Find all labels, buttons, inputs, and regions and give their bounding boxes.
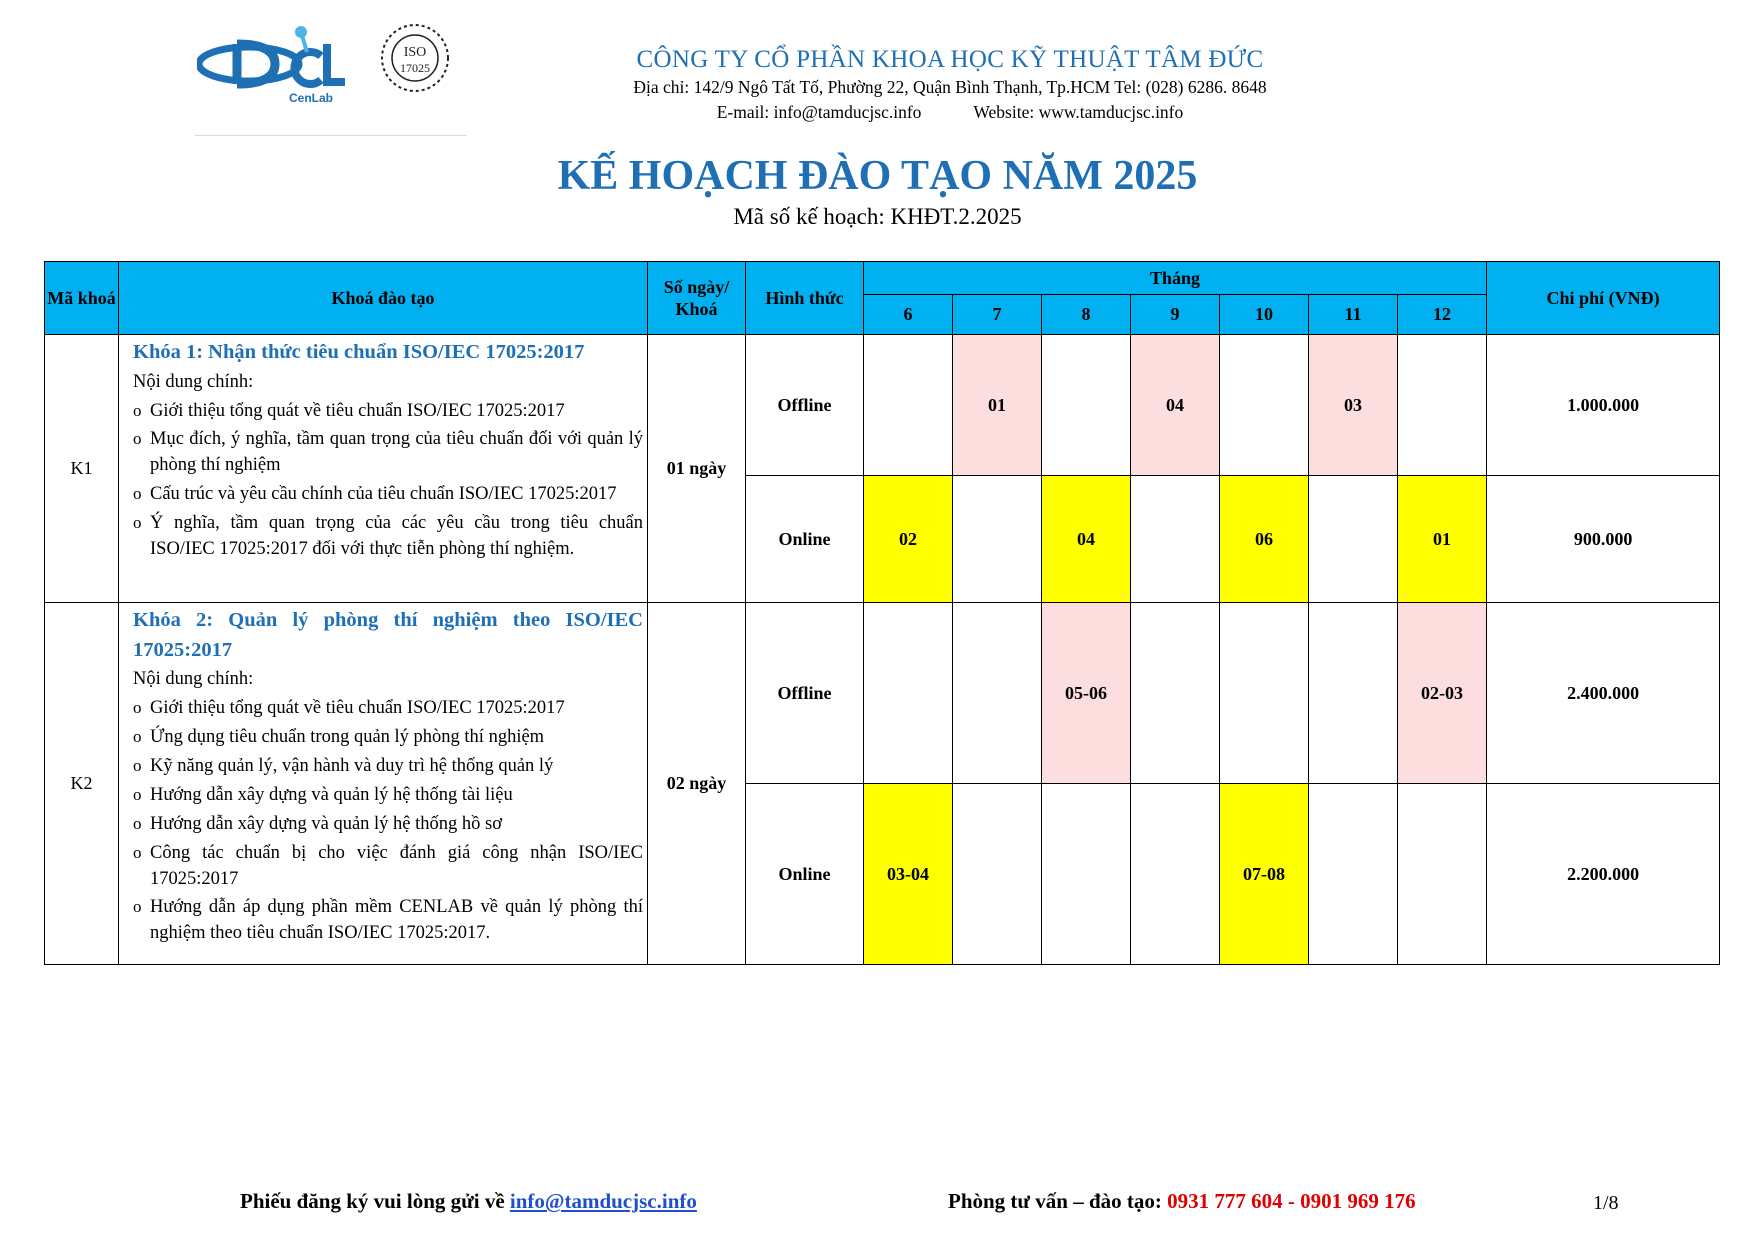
schedule-cell bbox=[1309, 603, 1398, 784]
format-offline: Offline bbox=[746, 603, 864, 784]
list-item: o Ý nghĩa, tầm quan trọng của các yêu cầu trong tiêu chuẩn ISO/IEC 17025:2017 đối với thực tiễn phòng thí nghiệm. bbox=[133, 511, 643, 563]
list-item: o Giới thiệu tổng quát về tiêu chuẩn ISO/IEC 17025:2017 bbox=[133, 696, 643, 722]
schedule-cell: 01 bbox=[953, 335, 1042, 476]
header-code: Mã khoá bbox=[45, 262, 119, 335]
schedule-cell bbox=[1220, 335, 1309, 476]
company-email: E-mail: info@tamducjsc.info bbox=[716, 102, 922, 122]
header-month: Tháng bbox=[864, 262, 1487, 295]
svg-text:17025: 17025 bbox=[400, 61, 430, 75]
list-item: o Hướng dẫn xây dựng và quản lý hệ thống tài liệu bbox=[133, 783, 643, 809]
company-logo bbox=[197, 18, 467, 106]
schedule-cell bbox=[953, 476, 1042, 603]
schedule-cell bbox=[953, 603, 1042, 784]
month-header: 6 bbox=[864, 295, 953, 335]
schedule-cell bbox=[1398, 784, 1487, 965]
footer-contact bbox=[948, 1189, 1416, 1214]
cost-cell: 2.400.000 bbox=[1487, 603, 1720, 784]
schedule-cell bbox=[864, 603, 953, 784]
month-header: 11 bbox=[1309, 295, 1398, 335]
list-item: o Hướng dẫn áp dụng phần mềm CENLAB về quản lý phòng thí nghiệm theo tiêu chuẩn ISO/IEC 17025:2017. bbox=[133, 895, 643, 947]
month-header: 12 bbox=[1398, 295, 1487, 335]
course-description bbox=[119, 335, 648, 603]
list-item: o Kỹ năng quản lý, vận hành và duy trì hệ thống quản lý bbox=[133, 754, 643, 780]
schedule-cell: 04 bbox=[1131, 335, 1220, 476]
course-title: Khóa 1: Nhận thức tiêu chuẩn ISO/IEC 17025:2017 bbox=[133, 341, 585, 363]
register-email-link[interactable]: info@tamducjsc.info bbox=[509, 1189, 697, 1213]
schedule-cell: 01 bbox=[1398, 476, 1487, 603]
svg-text:ISO: ISO bbox=[403, 45, 427, 60]
list-item: o Mục đích, ý nghĩa, tầm quan trọng của tiêu chuẩn đối với quản lý phòng thí nghiệm bbox=[133, 427, 643, 479]
format-online: Online bbox=[746, 476, 864, 603]
schedule-cell bbox=[1042, 784, 1131, 965]
header-cost: Chi phí (VNĐ) bbox=[1487, 262, 1720, 335]
schedule-cell bbox=[1220, 603, 1309, 784]
schedule-cell: 05-06 bbox=[1042, 603, 1131, 784]
table-row bbox=[45, 603, 1720, 784]
month-header: 9 bbox=[1131, 295, 1220, 335]
course-topics bbox=[133, 696, 643, 947]
format-online: Online bbox=[746, 784, 864, 965]
course-code: K1 bbox=[45, 335, 119, 603]
schedule-cell bbox=[864, 335, 953, 476]
course-topics bbox=[133, 399, 643, 563]
page-number: 1/8 bbox=[1593, 1192, 1619, 1214]
plan-code: Mã số kế hoạch: KHĐT.2.2025 bbox=[733, 204, 1022, 229]
schedule-cell: 03 bbox=[1309, 335, 1398, 476]
list-item: o Cấu trúc và yêu cầu chính của tiêu chuẩn ISO/IEC 17025:2017 bbox=[133, 482, 643, 508]
company-info bbox=[560, 46, 1340, 123]
training-plan-table bbox=[44, 261, 1720, 965]
cost-cell: 1.000.000 bbox=[1487, 335, 1720, 476]
cost-cell: 900.000 bbox=[1487, 476, 1720, 603]
schedule-cell bbox=[1131, 476, 1220, 603]
schedule-cell bbox=[1398, 335, 1487, 476]
course-intro: Nội dung chính: bbox=[133, 371, 254, 392]
schedule-cell bbox=[1042, 335, 1131, 476]
contact-phones: 0931 777 604 - 0901 969 176 bbox=[1167, 1189, 1416, 1213]
company-contact bbox=[560, 102, 1340, 123]
schedule-cell: 04 bbox=[1042, 476, 1131, 603]
footer-register bbox=[240, 1189, 697, 1214]
table-row bbox=[45, 335, 1720, 476]
schedule-cell: 02 bbox=[864, 476, 953, 603]
course-code: K2 bbox=[45, 603, 119, 965]
list-item: o Hướng dẫn xây dựng và quản lý hệ thống hồ sơ bbox=[133, 812, 643, 838]
header-format: Hình thức bbox=[746, 262, 864, 335]
schedule-cell: 07-08 bbox=[1220, 784, 1309, 965]
course-description bbox=[119, 603, 648, 965]
schedule-cell: 02-03 bbox=[1398, 603, 1487, 784]
schedule-cell bbox=[953, 784, 1042, 965]
svg-text:CenLab: CenLab bbox=[289, 91, 334, 105]
month-header: 8 bbox=[1042, 295, 1131, 335]
schedule-cell bbox=[1131, 603, 1220, 784]
schedule-cell: 06 bbox=[1220, 476, 1309, 603]
month-header: 10 bbox=[1220, 295, 1309, 335]
header-course: Khoá đào tạo bbox=[119, 262, 648, 335]
schedule-cell bbox=[1131, 784, 1220, 965]
register-text: Phiếu đăng ký vui lòng gửi về bbox=[240, 1189, 505, 1213]
company-website: Website: www.tamducjsc.info bbox=[973, 102, 1184, 122]
schedule-cell: 03-04 bbox=[864, 784, 953, 965]
company-name: CÔNG TY CỔ PHẦN KHOA HỌC KỸ THUẬT TÂM ĐỨC bbox=[636, 46, 1264, 73]
contact-label: Phòng tư vấn – đào tạo: bbox=[948, 1189, 1162, 1213]
course-days: 02 ngày bbox=[648, 603, 746, 965]
month-header: 7 bbox=[953, 295, 1042, 335]
schedule-cell bbox=[1309, 476, 1398, 603]
format-offline: Offline bbox=[746, 335, 864, 476]
course-intro: Nội dung chính: bbox=[133, 669, 254, 690]
cost-cell: 2.200.000 bbox=[1487, 784, 1720, 965]
schedule-cell bbox=[1309, 784, 1398, 965]
company-address: Địa chỉ: 142/9 Ngô Tất Tố, Phường 22, Quận Bình Thạnh, Tp.HCM Tel: (028) 6286. 8648 bbox=[633, 77, 1267, 97]
page-title: KẾ HOẠCH ĐÀO TẠO NĂM 2025 bbox=[557, 153, 1198, 199]
course-title: Khóa 2: Quản lý phòng thí nghiệm theo ISO/IEC 17025:2017 bbox=[133, 609, 643, 661]
list-item: o Ứng dụng tiêu chuẩn trong quản lý phòng thí nghiệm bbox=[133, 725, 643, 751]
list-item: o Công tác chuẩn bị cho việc đánh giá công nhận ISO/IEC 17025:2017 bbox=[133, 841, 643, 893]
course-days: 01 ngày bbox=[648, 335, 746, 603]
logo-divider bbox=[195, 135, 467, 136]
header-days: Số ngày/ Khoá bbox=[648, 262, 746, 335]
list-item: o Giới thiệu tổng quát về tiêu chuẩn ISO/IEC 17025:2017 bbox=[133, 399, 643, 425]
